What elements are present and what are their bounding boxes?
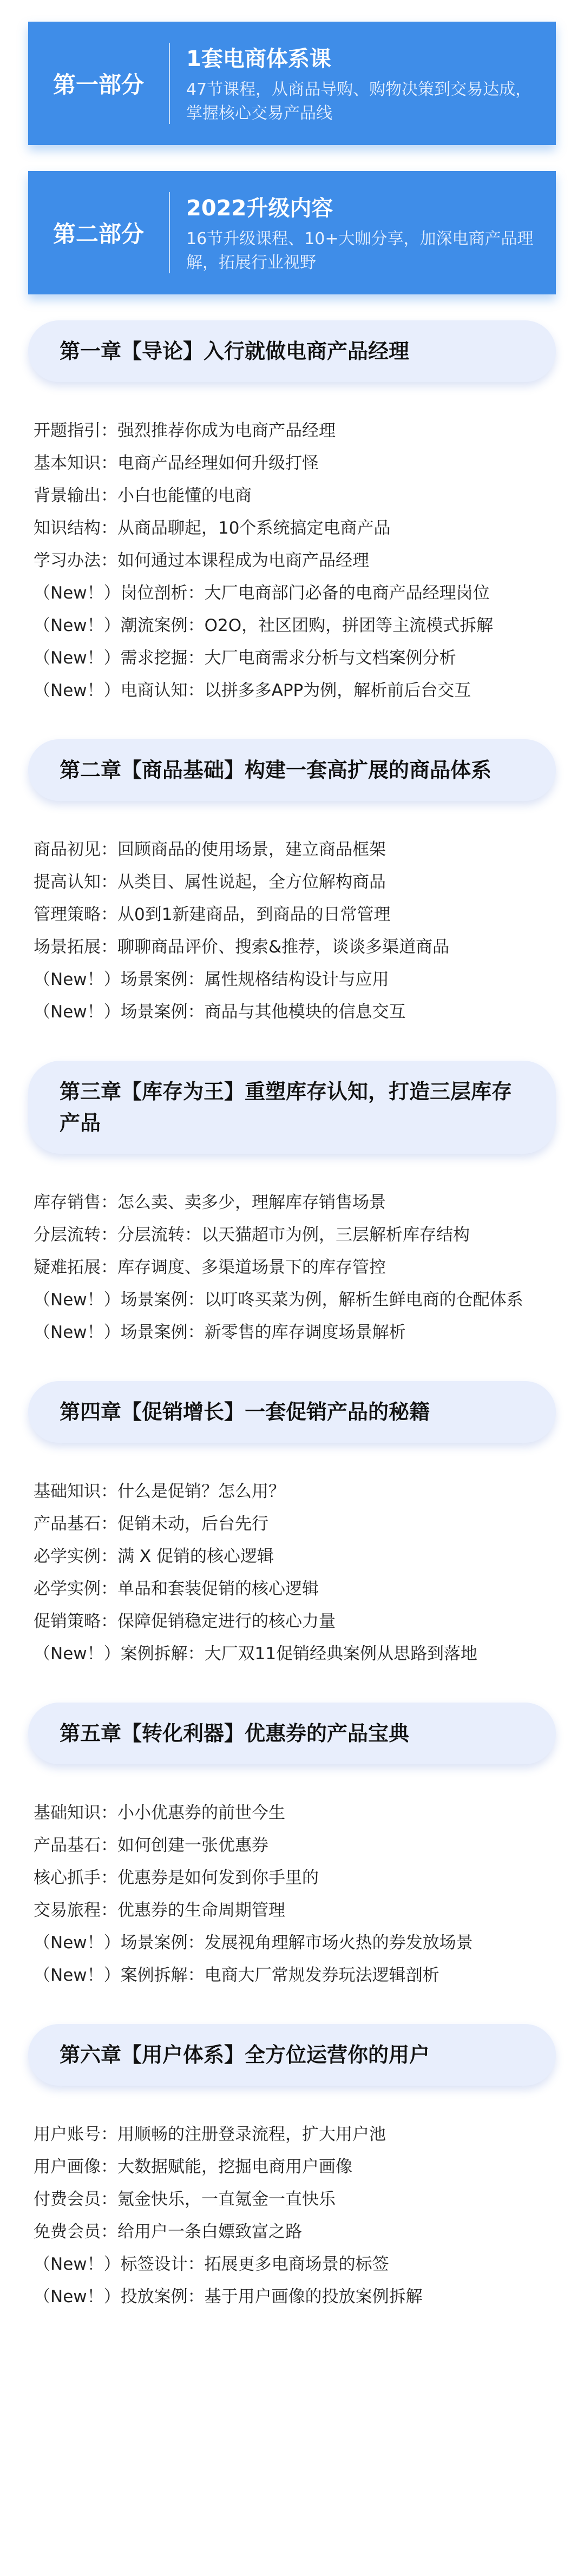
list-item: （New！）潮流案例：O2O，社区团购，拼团等主流模式拆解 bbox=[34, 616, 494, 635]
list-item: 基础知识：什么是促销？怎么用？ bbox=[34, 1482, 285, 1501]
chapter-title: 第一章【导论】入行就做电商产品经理 bbox=[28, 320, 556, 382]
part-title: 2022升级内容 bbox=[186, 195, 333, 221]
chapter-items bbox=[28, 1475, 556, 1670]
list-item: 产品基石：促销未动，后台先行 bbox=[34, 1514, 268, 1534]
list-item: 产品基石：如何创建一张优惠券 bbox=[34, 1836, 268, 1855]
list-item: （New！）场景案例：以叮咚买菜为例，解析生鲜电商的仓配体系 bbox=[34, 1290, 523, 1310]
list-item: 管理策略：从0到1新建商品，到商品的日常管理 bbox=[34, 905, 391, 924]
list-item: （New！）场景案例：新零售的库存调度场景解析 bbox=[34, 1323, 406, 1342]
chapter-title: 第四章【促销增长】一套促销产品的秘籍 bbox=[28, 1381, 556, 1443]
list-item: （New！）场景案例：发展视角理解市场火热的券发放场景 bbox=[34, 1933, 473, 1953]
list-item: （New！）需求挖掘：大厂电商需求分析与文档案例分析 bbox=[34, 648, 456, 668]
chapter-items bbox=[28, 415, 556, 707]
chapter-items bbox=[28, 833, 556, 1028]
list-item: 用户画像：大数据赋能，挖掘电商用户画像 bbox=[34, 2157, 352, 2177]
list-item: （New！）案例拆解：大厂双11促销经典案例从思路到落地 bbox=[34, 1644, 478, 1664]
part-body bbox=[170, 42, 556, 126]
list-item: （New！）投放案例：基于用户画像的投放案例拆解 bbox=[34, 2287, 423, 2306]
chapter-3 bbox=[28, 1061, 556, 1349]
list-item: 核心抓手：优惠券是如何发到你手里的 bbox=[34, 1868, 319, 1888]
part-1-banner bbox=[28, 22, 556, 145]
part-title: 1套电商体系课 bbox=[186, 46, 331, 71]
chapter-title: 第二章【商品基础】构建一套高扩展的商品体系 bbox=[28, 739, 556, 801]
list-item: 付费会员：氪金快乐，一直氪金一直快乐 bbox=[34, 2190, 336, 2209]
list-item: 背景输出：小白也能懂的电商 bbox=[34, 486, 252, 505]
list-item: 交易旅程：优惠券的生命周期管理 bbox=[34, 1901, 285, 1920]
list-item: 商品初见：回顾商品的使用场景，建立商品框架 bbox=[34, 840, 386, 859]
chapter-items bbox=[28, 1797, 556, 1992]
part-label: 第二部分 bbox=[53, 221, 144, 247]
list-item: 库存销售：怎么卖、卖多少，理解库存销售场景 bbox=[34, 1193, 386, 1212]
list-item: 疑难拓展：库存调度、多渠道场景下的库存管控 bbox=[34, 1258, 386, 1277]
list-item: （New！）案例拆解：电商大厂常规发券玩法逻辑剖析 bbox=[34, 1966, 439, 1985]
chapter-title: 第三章【库存为王】重塑库存认知，打造三层库存产品 bbox=[28, 1061, 556, 1154]
list-item: （New！）岗位剖析：大厂电商部门必备的电商产品经理岗位 bbox=[34, 583, 490, 603]
part-label: 第一部分 bbox=[53, 71, 144, 98]
chapter-6 bbox=[28, 2024, 556, 2313]
list-item: 分层流转：分层流转：以天猫超市为例，三层解析库存结构 bbox=[34, 1225, 470, 1245]
list-item: （New！）电商认知：以拼多多APP为例，解析前后台交互 bbox=[34, 681, 471, 700]
list-item: 场景拓展：聊聊商品评价、搜索&推荐，谈谈多渠道商品 bbox=[34, 937, 450, 957]
list-item: 促销策略：保障促销稳定进行的核心力量 bbox=[34, 1612, 336, 1631]
part-body bbox=[170, 191, 556, 275]
list-item: 用户账号：用顺畅的注册登录流程，扩大用户池 bbox=[34, 2125, 386, 2144]
list-item: 免费会员：给用户一条白嫖致富之路 bbox=[34, 2222, 302, 2242]
list-item: （New！）场景案例：商品与其他模块的信息交互 bbox=[34, 1002, 406, 1022]
list-item: 学习办法：如何通过本课程成为电商产品经理 bbox=[34, 551, 369, 570]
part-2-banner bbox=[28, 171, 556, 294]
chapter-title: 第五章【转化利器】优惠券的产品宝典 bbox=[28, 1703, 556, 1764]
chapter-4 bbox=[28, 1381, 556, 1670]
chapter-2 bbox=[28, 739, 556, 1028]
chapter-items bbox=[28, 1186, 556, 1349]
list-item: 必学实例：单品和套装促销的核心逻辑 bbox=[34, 1579, 319, 1599]
list-item: （New！）场景案例：属性规格结构设计与应用 bbox=[34, 970, 389, 989]
list-item: （New！）标签设计：拓展更多电商场景的标签 bbox=[34, 2255, 389, 2274]
list-item: 提高认知：从类目、属性说起，全方位解构商品 bbox=[34, 872, 386, 892]
list-item: 基础知识：小小优惠券的前世今生 bbox=[34, 1803, 285, 1823]
list-item: 基本知识：电商产品经理如何升级打怪 bbox=[34, 454, 319, 473]
chapter-title: 第六章【用户体系】全方位运营你的用户 bbox=[28, 2024, 556, 2086]
chapter-items bbox=[28, 2118, 556, 2313]
list-item: 知识结构：从商品聊起，10个系统搞定电商产品 bbox=[34, 518, 391, 538]
chapter-1 bbox=[28, 320, 556, 707]
chapter-5 bbox=[28, 1703, 556, 1992]
part-description: 47节课程，从商品导购、购物决策到交易达成，掌握核心交易产品线 bbox=[186, 80, 532, 123]
list-item: 必学实例：满 X 促销的核心逻辑 bbox=[34, 1547, 274, 1566]
list-item: 开题指引：强烈推荐你成为电商产品经理 bbox=[34, 421, 336, 441]
part-description: 16节升级课程、10+大咖分享，加深电商产品理解，拓展行业视野 bbox=[186, 229, 534, 272]
